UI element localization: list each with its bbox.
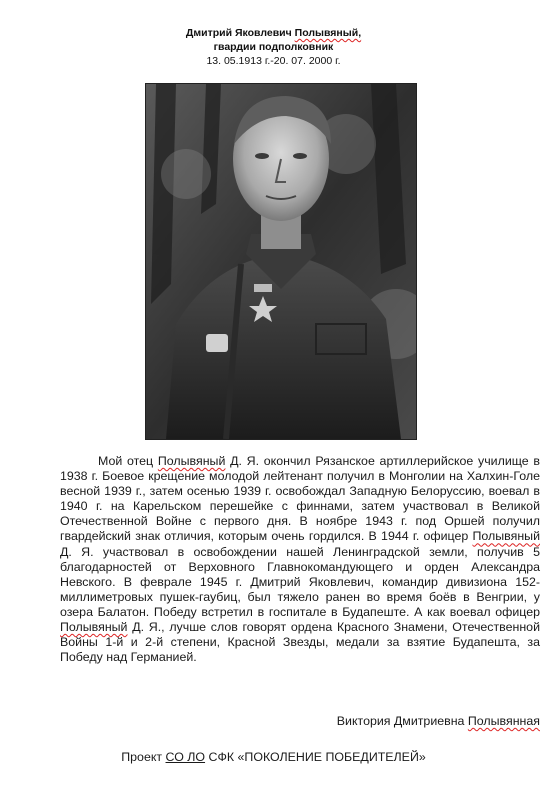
person-life-dates: 13. 05.1913 г.-20. 07. 2000 г. [206,55,341,67]
project-footer [0,750,547,764]
footer-project-name: СФК «ПОКОЛЕНИЕ ПОБЕДИТЕЛЕЙ» [205,750,426,764]
text-run: Д. Я. окончил Рязанское артиллерийское училище в 1938 г. Боевое крещение молодой лейтенант получил в Монголии на Халхин-Голе весной 1939 г., затем осенью 1939 г. освобождал Западную Белоруссию, воевал в 1940 г. на Карельском перешейке с финнами, затем участвовал в Великой Отечественной Войне с первого дня. В ноябре 1943 г. под Оршей получил гвардейский знак отличия, которым очень гордился. В 1944 г. офицер [60,454,541,544]
text-run: Д. Я. участвовал в освобождении нашей Ленинградской земли, получив 5 благодарностей от Верховного Главнокомандующего и орден Александра Невского. В феврале 1945 г. Дмитрий Яковлевич, командир дивизиона 152-миллиметровых пушек-гаубиц, был тяжело ранен во время боёв в Венгрии, у озера Балатон. Победу встретил в госпитале в Будапеште. А как воевал офицер [60,544,540,619]
surname-mention: Полывяный [60,620,128,635]
footer-org: СО ЛО [165,750,206,764]
person-rank: гвардии подполковник [213,41,334,53]
person-name-given: Дмитрий Яковлевич [185,27,295,39]
footer-prefix: Проект [121,750,166,764]
signature-surname: Полывянная [467,714,540,728]
surname-mention: Полывяный [472,529,540,544]
text-run: Мой отец [98,454,158,468]
surname-mention: Полывяный [157,454,226,468]
person-name [0,26,547,40]
document-header [0,26,547,68]
author-signature [60,714,540,728]
portrait-photo-image [146,84,416,439]
text-run: Д. Я., лучше слов говорят ордена Красного Знамени, Отечественной Войны 1-й и 2-й степени, Красной Звезды, медали за взятие Будапешта, за Победу над Германией. [60,620,540,665]
portrait-photo [145,83,417,440]
biography-paragraph [60,454,540,665]
person-name-surname: Полывяный, [294,27,362,39]
biography-text [60,454,540,665]
signature-given-name: Виктория Дмитриевна [336,714,468,728]
